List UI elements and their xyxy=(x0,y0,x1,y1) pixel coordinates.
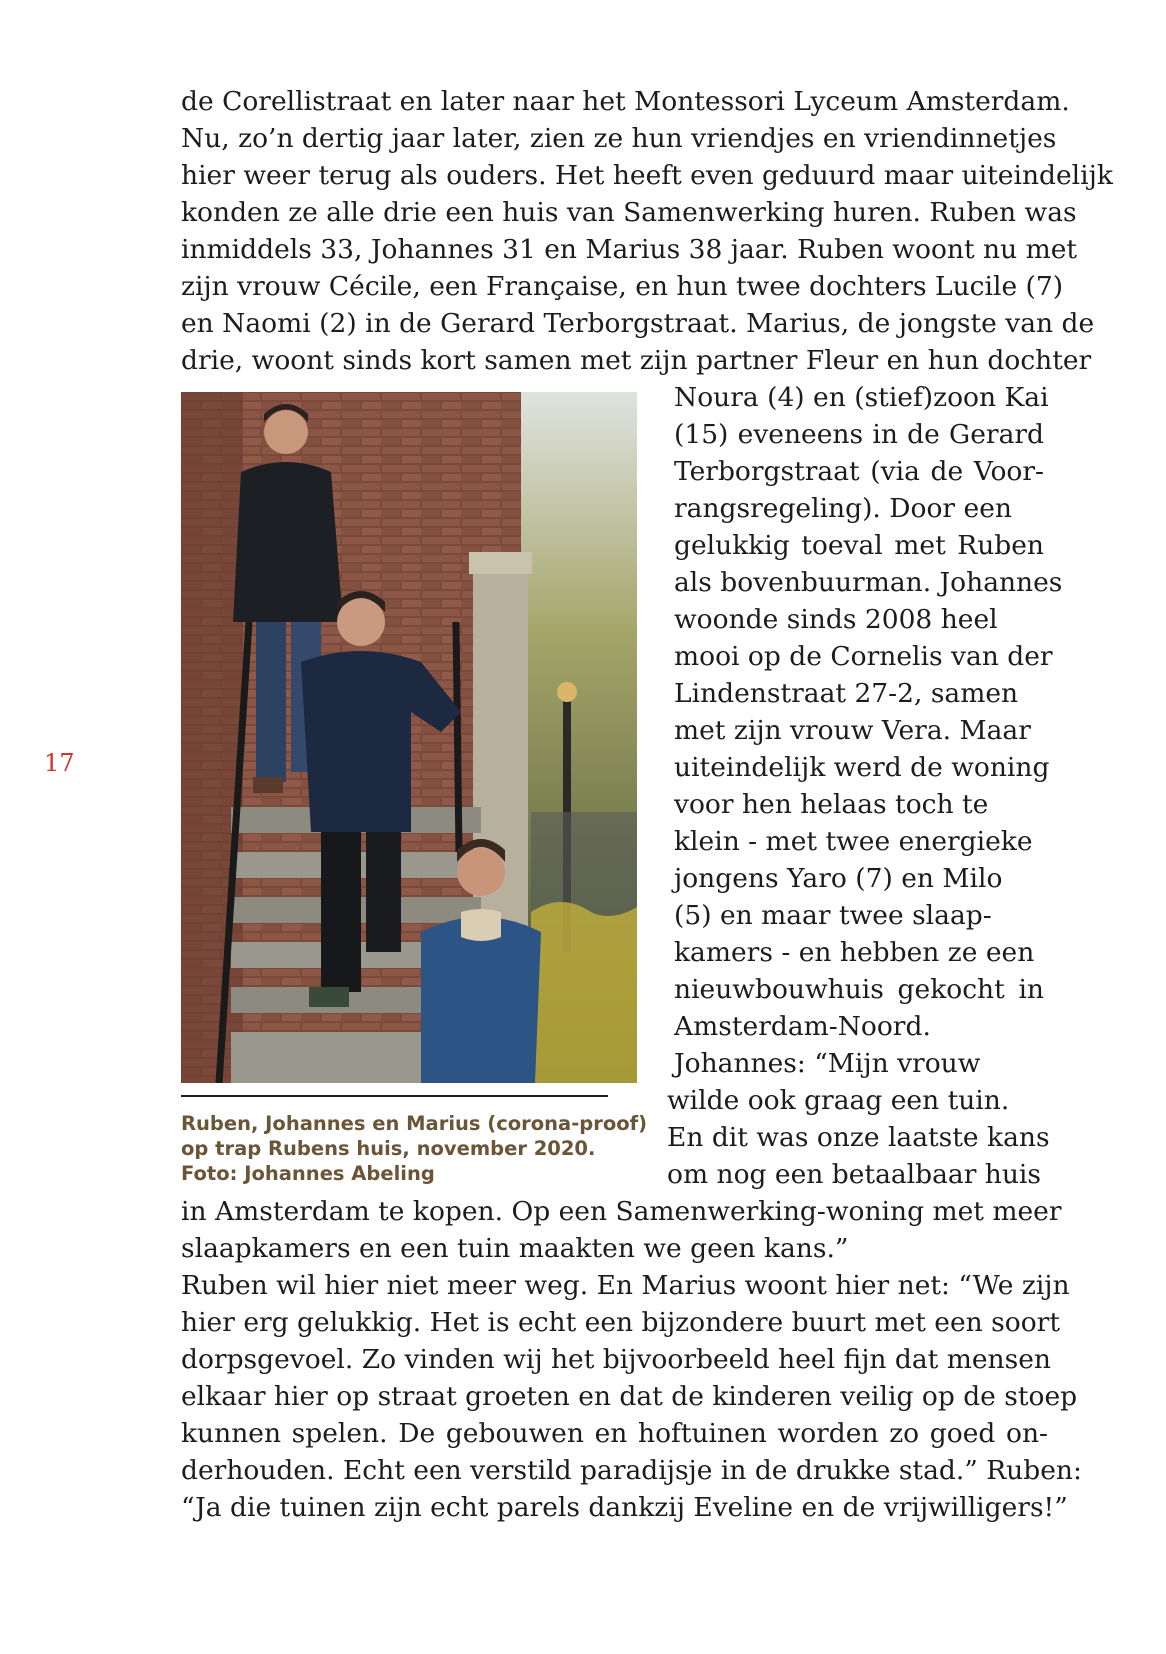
body-line: En dit was onze laatste kans xyxy=(667,1122,1050,1153)
photo-caption xyxy=(181,1111,647,1186)
body-line: rangsregeling). Door een xyxy=(674,493,1012,524)
body-line: (5) en maar twee slaap- xyxy=(674,900,992,931)
body-line: de Corellistraat en later naar het Montessori Lyceum Amsterdam. xyxy=(181,86,1070,117)
body-line: om nog een betaalbaar huis xyxy=(667,1159,1042,1190)
caption-divider xyxy=(181,1095,608,1097)
body-line: inmiddels 33, Johannes 31 en Marius 38 jaar. Ruben woont nu met xyxy=(181,234,1078,265)
body-line: “Ja die tuinen zijn echt parels dankzij Eveline en de vrijwilligers!” xyxy=(181,1492,1068,1523)
body-line: dorpsgevoel. Zo vinden wij het bijvoorbeeld heel fijn dat mensen xyxy=(181,1344,1051,1375)
body-line: konden ze alle drie een huis van Samenwerking huren. Ruben was xyxy=(181,197,1077,228)
body-line: zijn vrouw Cécile, een Française, en hun twee dochters Lucile (7) xyxy=(181,271,1064,302)
body-line: uiteindelijk werd de woning xyxy=(674,752,1050,783)
body-line: (15) eveneens in de Gerard xyxy=(674,419,1044,450)
caption-line: Ruben, Johannes en Marius (corona-proof) xyxy=(181,1112,648,1135)
body-line: nieuwbouwhuis gekocht in xyxy=(674,974,1044,1005)
body-line: kunnen spelen. De gebouwen en hoftuinen worden zo goed on- xyxy=(181,1418,1048,1449)
caption-line: op trap Rubens huis, november 2020. xyxy=(181,1137,596,1160)
caption-line: Foto: Johannes Abeling xyxy=(181,1162,435,1185)
body-line: wilde ook graag een tuin. xyxy=(667,1085,1010,1116)
photo-brothers-on-stairs xyxy=(181,392,637,1083)
body-line: slaapkamers en een tuin maakten we geen kans.” xyxy=(181,1233,849,1264)
body-line: klein - met twee energieke xyxy=(674,826,1033,857)
page-number: 17 xyxy=(44,749,75,777)
body-line: elkaar hier op straat groeten en dat de kinderen veilig op de stoep xyxy=(181,1381,1078,1412)
body-line: hier erg gelukkig. Het is echt een bijzondere buurt met een soort xyxy=(181,1307,1060,1338)
body-line: kamers - en hebben ze een xyxy=(674,937,1035,968)
body-line: mooi op de Cornelis van der xyxy=(674,641,1053,672)
body-line: woonde sinds 2008 heel xyxy=(674,604,998,635)
body-line: voor hen helaas toch te xyxy=(674,789,989,820)
body-line: als bovenbuurman. Johannes xyxy=(674,567,1063,598)
body-line: Ruben wil hier niet meer weg. En Marius woont hier net: “We zijn xyxy=(181,1270,1070,1301)
body-line: Johannes: “Mijn vrouw xyxy=(674,1048,981,1079)
photo-illustration xyxy=(181,392,637,1083)
body-line: in Amsterdam te kopen. Op een Samenwerking-woning met meer xyxy=(181,1196,1062,1227)
body-line: Noura (4) en (stief)zoon Kai xyxy=(674,382,1049,413)
body-line: en Naomi (2) in de Gerard Terborgstraat. Marius, de jongste van de xyxy=(181,308,1095,339)
body-line: jongens Yaro (7) en Milo xyxy=(674,863,1003,894)
body-line: met zijn vrouw Vera. Maar xyxy=(674,715,1031,746)
body-line: gelukkig toeval met Ruben xyxy=(674,530,1044,561)
body-line: Terborgstraat (via de Voor- xyxy=(674,456,1044,487)
body-line: Nu, zo’n dertig jaar later, zien ze hun vriendjes en vriendinnetjes xyxy=(181,123,1057,154)
body-line: Lindenstraat 27-2, samen xyxy=(674,678,1019,709)
body-line: Amsterdam-Noord. xyxy=(674,1011,931,1042)
body-line: hier weer terug als ouders. Het heeft even geduurd maar uiteindelijk xyxy=(181,160,1113,191)
body-line: derhouden. Echt een verstild paradijsje in de drukke stad.” Ruben: xyxy=(181,1455,1082,1486)
body-line: drie, woont sinds kort samen met zijn partner Fleur en hun dochter xyxy=(181,345,1092,376)
